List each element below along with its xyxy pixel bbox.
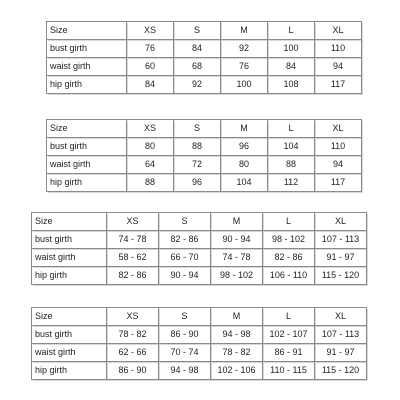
- header-cell-size: Size: [47, 22, 127, 40]
- header-cell-l: L: [268, 22, 315, 40]
- header-cell-m: M: [221, 22, 268, 40]
- header-cell-m: M: [221, 120, 268, 138]
- table-cell: 84: [174, 40, 221, 58]
- header-cell-l: L: [263, 213, 315, 231]
- table-cell: 70 - 74: [159, 344, 211, 362]
- table-cell: 68: [174, 58, 221, 76]
- table-cell: 117: [315, 174, 362, 192]
- table-cell: 86 - 90: [159, 326, 211, 344]
- table-cell: 88: [174, 138, 221, 156]
- table-cell: 98 - 102: [211, 267, 263, 285]
- table-cell: 115 - 120: [315, 267, 367, 285]
- table-row: [32, 231, 367, 249]
- table-cell: 84: [268, 58, 315, 76]
- table-cell: 74 - 78: [211, 249, 263, 267]
- header-cell-m: M: [211, 308, 263, 326]
- row-label: waist girth: [47, 156, 127, 174]
- table-cell: 82 - 86: [263, 249, 315, 267]
- table-row: [32, 267, 367, 285]
- table-cell: 78 - 82: [211, 344, 263, 362]
- table-row: [47, 76, 362, 94]
- table-cell: 74 - 78: [107, 231, 159, 249]
- header-cell-s: S: [174, 120, 221, 138]
- table-cell: 98 - 102: [263, 231, 315, 249]
- table-cell: 94 - 98: [211, 326, 263, 344]
- table-cell: 76: [127, 40, 174, 58]
- table-cell: 117: [315, 76, 362, 94]
- row-label: hip girth: [47, 76, 127, 94]
- header-cell-xs: XS: [107, 308, 159, 326]
- table-cell: 90 - 94: [159, 267, 211, 285]
- header-cell-s: S: [174, 22, 221, 40]
- table-row: [47, 156, 362, 174]
- table-cell: 96: [221, 138, 268, 156]
- table-row: [47, 40, 362, 58]
- table-cell: 78 - 82: [107, 326, 159, 344]
- table-cell: 92: [174, 76, 221, 94]
- row-label: bust girth: [32, 231, 107, 249]
- row-label: hip girth: [47, 174, 127, 192]
- header-cell-xl: XL: [315, 22, 362, 40]
- table-cell: 84: [127, 76, 174, 94]
- table-header-row: [47, 120, 362, 138]
- table-cell: 58 - 62: [107, 249, 159, 267]
- table-cell: 108: [268, 76, 315, 94]
- table-cell: 86 - 90: [107, 362, 159, 380]
- header-cell-l: L: [268, 120, 315, 138]
- table-row: [32, 326, 367, 344]
- table-cell: 60: [127, 58, 174, 76]
- table-cell: 80: [221, 156, 268, 174]
- header-cell-xl: XL: [315, 120, 362, 138]
- header-cell-size: Size: [32, 308, 107, 326]
- table-cell: 91 - 97: [315, 344, 367, 362]
- table-header-row: [32, 213, 367, 231]
- table-cell: 104: [268, 138, 315, 156]
- table-cell: 100: [221, 76, 268, 94]
- table-cell: 80: [127, 138, 174, 156]
- size-chart-table-2: [46, 119, 362, 192]
- table-cell: 94: [315, 156, 362, 174]
- table-cell: 94: [315, 58, 362, 76]
- table-cell: 62 - 66: [107, 344, 159, 362]
- size-chart-table-4: [31, 307, 367, 380]
- table-header-row: [32, 308, 367, 326]
- table-cell: 104: [221, 174, 268, 192]
- table-cell: 76: [221, 58, 268, 76]
- table-row: [32, 344, 367, 362]
- header-cell-m: M: [211, 213, 263, 231]
- table-cell: 100: [268, 40, 315, 58]
- table-cell: 91 - 97: [315, 249, 367, 267]
- row-label: bust girth: [47, 138, 127, 156]
- size-chart-table-3: [31, 212, 367, 285]
- table-cell: 110: [315, 138, 362, 156]
- table-cell: 66 - 70: [159, 249, 211, 267]
- table-cell: 102 - 106: [211, 362, 263, 380]
- table-cell: 92: [221, 40, 268, 58]
- row-label: waist girth: [32, 344, 107, 362]
- header-cell-s: S: [159, 213, 211, 231]
- header-cell-size: Size: [47, 120, 127, 138]
- table-row: [47, 138, 362, 156]
- header-cell-xl: XL: [315, 213, 367, 231]
- table-cell: 72: [174, 156, 221, 174]
- header-cell-xs: XS: [107, 213, 159, 231]
- table-cell: 112: [268, 174, 315, 192]
- table-cell: 88: [268, 156, 315, 174]
- table-cell: 82 - 86: [107, 267, 159, 285]
- table-cell: 106 - 110: [263, 267, 315, 285]
- table-cell: 64: [127, 156, 174, 174]
- table-header-row: [47, 22, 362, 40]
- size-chart-table-1: [46, 21, 362, 94]
- header-cell-size: Size: [32, 213, 107, 231]
- row-label: bust girth: [32, 326, 107, 344]
- row-label: waist girth: [32, 249, 107, 267]
- row-label: hip girth: [32, 267, 107, 285]
- row-label: bust girth: [47, 40, 127, 58]
- table-cell: 94 - 98: [159, 362, 211, 380]
- header-cell-xs: XS: [127, 22, 174, 40]
- table-cell: 102 - 107: [263, 326, 315, 344]
- table-row: [32, 249, 367, 267]
- table-cell: 115 - 120: [315, 362, 367, 380]
- table-cell: 107 - 113: [315, 231, 367, 249]
- table-cell: 86 - 91: [263, 344, 315, 362]
- table-cell: 110 - 115: [263, 362, 315, 380]
- row-label: waist girth: [47, 58, 127, 76]
- table-row: [32, 362, 367, 380]
- header-cell-s: S: [159, 308, 211, 326]
- row-label: hip girth: [32, 362, 107, 380]
- table-cell: 110: [315, 40, 362, 58]
- table-cell: 82 - 86: [159, 231, 211, 249]
- table-row: [47, 174, 362, 192]
- table-cell: 88: [127, 174, 174, 192]
- table-row: [47, 58, 362, 76]
- table-cell: 96: [174, 174, 221, 192]
- header-cell-xl: XL: [315, 308, 367, 326]
- header-cell-xs: XS: [127, 120, 174, 138]
- table-cell: 90 - 94: [211, 231, 263, 249]
- table-cell: 107 - 113: [315, 326, 367, 344]
- header-cell-l: L: [263, 308, 315, 326]
